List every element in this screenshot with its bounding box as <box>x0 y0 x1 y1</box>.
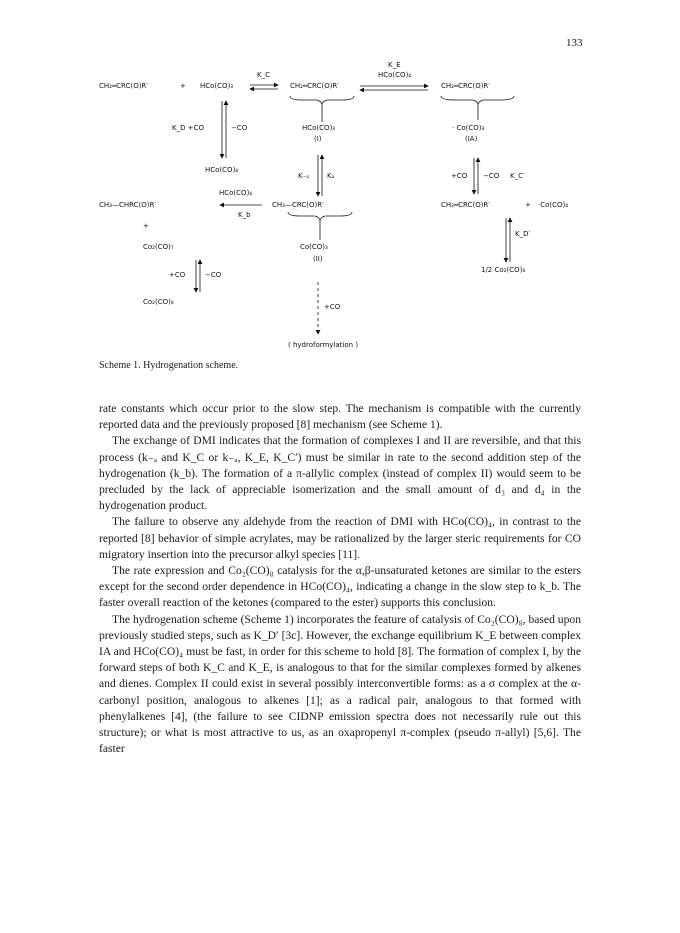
half-dicobalt-octacarbonyl: 1/2 Co₂(CO)₈ <box>481 266 526 274</box>
dicobalt-heptacarbonyl: Co₂(CO)₇ <box>143 243 174 251</box>
ke-label: K_E <box>388 61 401 69</box>
paragraph: The hydrogenation scheme (Scheme 1) incorporates the feature of catalysis of Co₂(CO)₈, based upon previously studied steps, such as K_D′ [3c]. However, the exchange equilibrium K_E between complex IA and HCo(CO)₄ must be fast, in order for this scheme to hold [8]. The formation of complex I, by the forward steps of both K_C and K_E, is analogous to that for the similar complexes formed by alkenes and dienes. Complex II could exist in several possibly interconvertible forms: as a σ complex at the α-carbonyl position, analogous to alkenes [1]; as a radical pair, analogous to that formed with phenylalkenes [4], (the failure to see CIDNP emission spectra does not necessarily rule out this structure); or what is most attractive to us, as an oxapropenyl π-complex (pseudo π-allyl) [5,6]. The faster <box>99 612 581 756</box>
plus-co-lower: +CO <box>169 271 186 279</box>
ester-4: CH₂═CRC(O)R′ <box>441 201 490 209</box>
scheme-caption: Scheme 1. Hydrogenation scheme. <box>99 360 239 371</box>
complex-II-brace <box>288 212 352 220</box>
dicobalt-octacarbonyl: Co₂(CO)₈ <box>143 298 174 306</box>
ester-2: CH₂═CRC(O)R′ <box>290 82 339 90</box>
plus-sign-right: + <box>525 201 531 209</box>
body-text <box>99 401 581 757</box>
complex-I-label: (I) <box>314 135 322 143</box>
plus-sign-left: + <box>143 222 149 230</box>
scheme-arrows <box>0 0 680 370</box>
paragraph: The exchange of DMI indicates that the formation of complexes I and II are reversible, and that this process (k₋ₐ and K_C or k₋ₐ, K_E, K_C′) must be similar in rate to the second addition step of the hydrogenation (k_b). The formation of a π-allylic complex (instead of complex II) would seem to be precluded by the lack of appreciable isomerization and the small amount of d₃ and d₄ in the hydrogenation product. <box>99 434 581 513</box>
hco-co3-reagent: HCo(CO)₃ <box>200 82 234 90</box>
ester-2-brace <box>290 96 354 104</box>
cobalt-radical-co4: ·Co(CO)₄ <box>538 201 569 209</box>
plus-sign: + <box>180 82 186 90</box>
kc-label: K_C <box>257 71 270 79</box>
paragraph: The rate expression and Co₂(CO)₈ catalysis for the α,β-unsaturated ketones are similar to the esters except for the second order dependence in HCo(CO)₄, indicating a change in the slow step to k_b. The faster overall reaction of the ketones (compared to the ester) supports this conclusion. <box>99 564 581 610</box>
paragraph: The failure to observe any aldehyde from the reaction of DMI with HCo(CO)₄, in contrast to the reported [8] behavior of simple acrylates, may be rationalized by the larger steric requirements for CO migratory insertion into the precursor alkyl species [11]. <box>99 515 581 561</box>
hydrogenation-scheme <box>0 0 680 370</box>
paragraph: rate constants which occur prior to the slow step. The mechanism is compatible with the currently reported data and the previously proposed [8] mechanism (see Scheme 1). <box>99 402 581 432</box>
ester-3: CH₂═CRC(O)R′ <box>441 82 490 90</box>
k-minus-a-label: K₋ₐ <box>298 172 310 180</box>
complex-II-label: (II) <box>313 255 323 263</box>
plus-co-dashed: +CO <box>324 303 341 311</box>
complex-IA-label: (IA) <box>465 135 478 143</box>
kc-prime-label: K_C′ <box>510 172 525 180</box>
hydrogenation-product: CH₃—CHRC(O)R′ <box>99 201 156 209</box>
co-co3-fragment: Co(CO)₃ <box>300 243 328 251</box>
minus-co-lower: −CO <box>205 271 222 279</box>
hco-co4-left: HCo(CO)₄ <box>205 166 239 174</box>
kb-label: K_b <box>238 211 251 219</box>
cobalt-radical-co3: · Co(CO)₃ <box>452 124 485 132</box>
hco-co4-top: HCo(CO)₄ <box>378 71 412 79</box>
ka-label: Kₐ <box>327 172 335 180</box>
ester-3-brace <box>441 96 514 104</box>
complex-I-formula: HCo(CO)₃ <box>302 124 336 132</box>
plus-co-right: +CO <box>451 172 468 180</box>
page-number: 133 <box>566 37 583 49</box>
minus-co-right: −CO <box>483 172 500 180</box>
hydroformylation-label: ( hydroformylation ) <box>288 341 359 349</box>
ester-1: CH₂═CRC(O)R′ <box>99 82 148 90</box>
hco-co4-over-kb: HCo(CO)₄ <box>219 189 253 197</box>
kd-step-label: K_D +CO <box>172 124 204 132</box>
minus-co-left: −CO <box>231 124 248 132</box>
kd-prime-label: K_D′ <box>515 230 531 238</box>
complex-II-formula: CH₃—CRC(O)R′ <box>272 201 324 209</box>
